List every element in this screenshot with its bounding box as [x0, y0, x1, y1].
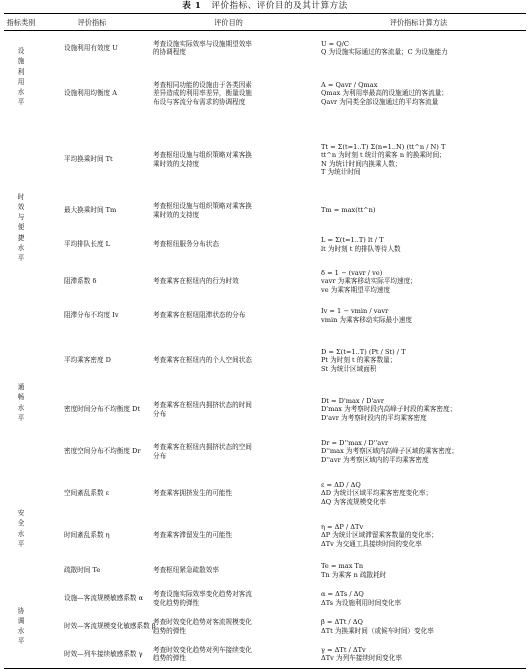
formula-cell: Tm = max(tt^n) [321, 206, 376, 215]
purpose-cell: 考查乘客在枢纽阻滞状态的分布 [153, 311, 246, 320]
table-row [4, 641, 526, 669]
table-row [4, 473, 526, 515]
indicator-name: 疏散时间 Te [64, 566, 101, 575]
table-number: 表 1 [182, 1, 202, 11]
purpose-cell: 考查枢纽紧急疏散效率 [153, 566, 219, 575]
category-utilization: 设施利用水平 [17, 47, 25, 107]
purpose-cell: 考查乘客在枢纽内的行为时效 [153, 277, 239, 286]
category-safety: 安全水平 [17, 509, 25, 548]
purpose-cell: 考查相同功能的设施由于各类因素 差异造成的利用率差异，衡量设施 布设与客流分布需求的协调程度 [153, 81, 252, 106]
formula-cell: U = Q/C Q 为设施实际通过的客流量；C 为设施能力 [321, 39, 448, 56]
table-row [4, 613, 526, 641]
formula-cell: η = ΔP / ΔTv ΔP 为统计区域滞留乘客数量的变化率； ΔTv 为交通工具接续时间的变化率 [321, 523, 438, 548]
header-formula: 评价指标计算方法 [311, 14, 526, 31]
indicator-name: 空间紊乱系数 ε [64, 489, 110, 498]
formula-cell: Dr = D''max / D''avr D''max 为考察区域内高峰子区域的乘客密度； D''avr 为考察区域内的平均乘客密度 [321, 439, 459, 464]
purpose-cell: 考查设施实际效率变化趋势对客流 变化趋势的弹性 [153, 590, 252, 607]
table-row [4, 389, 526, 431]
table-row [4, 197, 526, 225]
purpose-cell: 考查枢纽设施与组织策略对乘客换 乘时效的支持度 [153, 151, 252, 168]
formula-cell: γ = ΔTt / ΔTv ΔTv 为列车接续时间变化率 [311, 641, 526, 669]
table-caption [0, 1, 530, 12]
formula-cell: A = Qavr / Qmax Qmax 为利用率最高的设施通过的客流量； Qavr 为同类全部设施通过的平均客流量 [321, 81, 448, 106]
indicator-name: 设施—客流规模敏感系数 α [64, 594, 144, 603]
table-row [4, 123, 526, 197]
table-row [4, 585, 526, 613]
purpose-cell: 考查时效变化趋势对客流规模变化 趋势的弹性 [153, 618, 252, 635]
purpose-cell: 考查乘客拥挤发生的可能性 [153, 489, 233, 498]
header-indicator: 评价指标 [38, 14, 146, 31]
purpose-cell: 考查乘客在枢纽内拥挤状态的时间 分布 [153, 401, 252, 418]
formula-cell: D = Σ(t=1..T) (Pt / St) / T Pt 为时刻 t 的乘客数量； St 为统计区域面积 [321, 348, 406, 373]
indicator-name: 最大换乘时间 Tm [64, 206, 117, 215]
formula-cell: α = ΔTs / ΔQ ΔTs 为设施利用时间变化率 [321, 590, 402, 607]
formula-cell: Te = max Tn Tn 为乘客 n 疏散耗时 [321, 562, 387, 579]
indicator-name: 平均换乘时间 Tt [64, 155, 113, 164]
table-row [4, 557, 526, 585]
table-row [4, 225, 526, 265]
purpose-cell: 考查枢纽服务分布状态 [153, 240, 219, 249]
table-row [4, 65, 526, 123]
indicator-name: 阻滞系数 δ [64, 277, 97, 286]
category-timeliness: 时效与便捷水平 [17, 192, 25, 263]
table-title: 评价指标、评价目的及其计算方法 [211, 1, 348, 11]
category-smoothness: 通畅水平 [17, 383, 25, 422]
indicator-name: 阻滞分布不均度 Iv [64, 311, 119, 320]
indicator-name: 平均排队长度 L [64, 240, 111, 249]
formula-cell: Tt = Σ(t=1..T) Σ(n=1..N) (tt^n / N) T tt^n 为时刻 t 统计的乘客 n 的换乘时间； N 为统计时间内换乘人数； T 为统计时间 [321, 143, 446, 176]
formula-cell: Iv = 1 − vmin / vavr vmin 为乘客移动实际最小速度 [321, 307, 412, 324]
table-row [4, 31, 526, 65]
table-row [4, 431, 526, 473]
formula-cell: β = ΔTt / ΔQ ΔTt 为换乘时间（或候车时间）变化率 [321, 618, 434, 635]
purpose-cell: 考查乘客滞留发生的可能性 [153, 531, 233, 540]
indicator-name: 设施利用均衡度 A [64, 89, 118, 98]
header-category: 指标类别 [4, 14, 38, 31]
formula-cell: δ = 1 − (vavr / ve) vavr 为乘客移动实际平均速度； ve 为乘客期望平均速度 [321, 269, 417, 294]
formula-cell: Dt = D'max / D'avr D'max 为考察时段内高峰子时段的乘客密度； D'avr 为考察时段内的平均乘客密度 [321, 397, 457, 422]
table-header-row [4, 14, 526, 31]
purpose-cell: 考查乘客在枢纽内的个人空间状态 [153, 356, 252, 365]
table-row [4, 515, 526, 557]
table-row [4, 299, 526, 333]
indicator-name: 设施利用有效度 U [64, 43, 118, 52]
table-row [4, 265, 526, 299]
table-row [4, 333, 526, 389]
indicator-name: 密度空间分布不均衡度 Dr [64, 447, 141, 456]
evaluation-indicator-table [4, 13, 526, 669]
category-coordination: 协调水平 [4, 585, 38, 669]
formula-cell: L = Σ(t=1..T) lt / T lt 为时刻 t 的排队等待人数 [321, 236, 401, 253]
purpose-cell: 考查时效变化趋势对列车接续变化 趋势的弹性 [146, 641, 311, 669]
indicator-name: 时效—列车接续敏感系数 γ [38, 641, 146, 669]
purpose-cell: 考查设施实际效率与设施期望效率 的协调程度 [153, 39, 252, 56]
purpose-cell: 考查枢纽设施与组织策略对乘客换 乘时效的支持度 [153, 202, 252, 219]
purpose-cell: 考查乘客在枢纽内拥挤状态的空间 分布 [153, 443, 252, 460]
indicator-name: 密度时间分布不均衡度 Dt [64, 405, 140, 414]
formula-cell: ε = ΔD / ΔQ ΔD 为统计区域平均乘客密度变化率； ΔQ 为客流规模变化率 [321, 481, 433, 506]
indicator-name: 时效—客流规模变化敏感系数 β [64, 622, 156, 631]
header-purpose: 评价目的 [146, 14, 311, 31]
indicator-name: 平均乘客密度 D [64, 356, 111, 365]
indicator-name: 时间紊乱系数 η [64, 531, 110, 540]
